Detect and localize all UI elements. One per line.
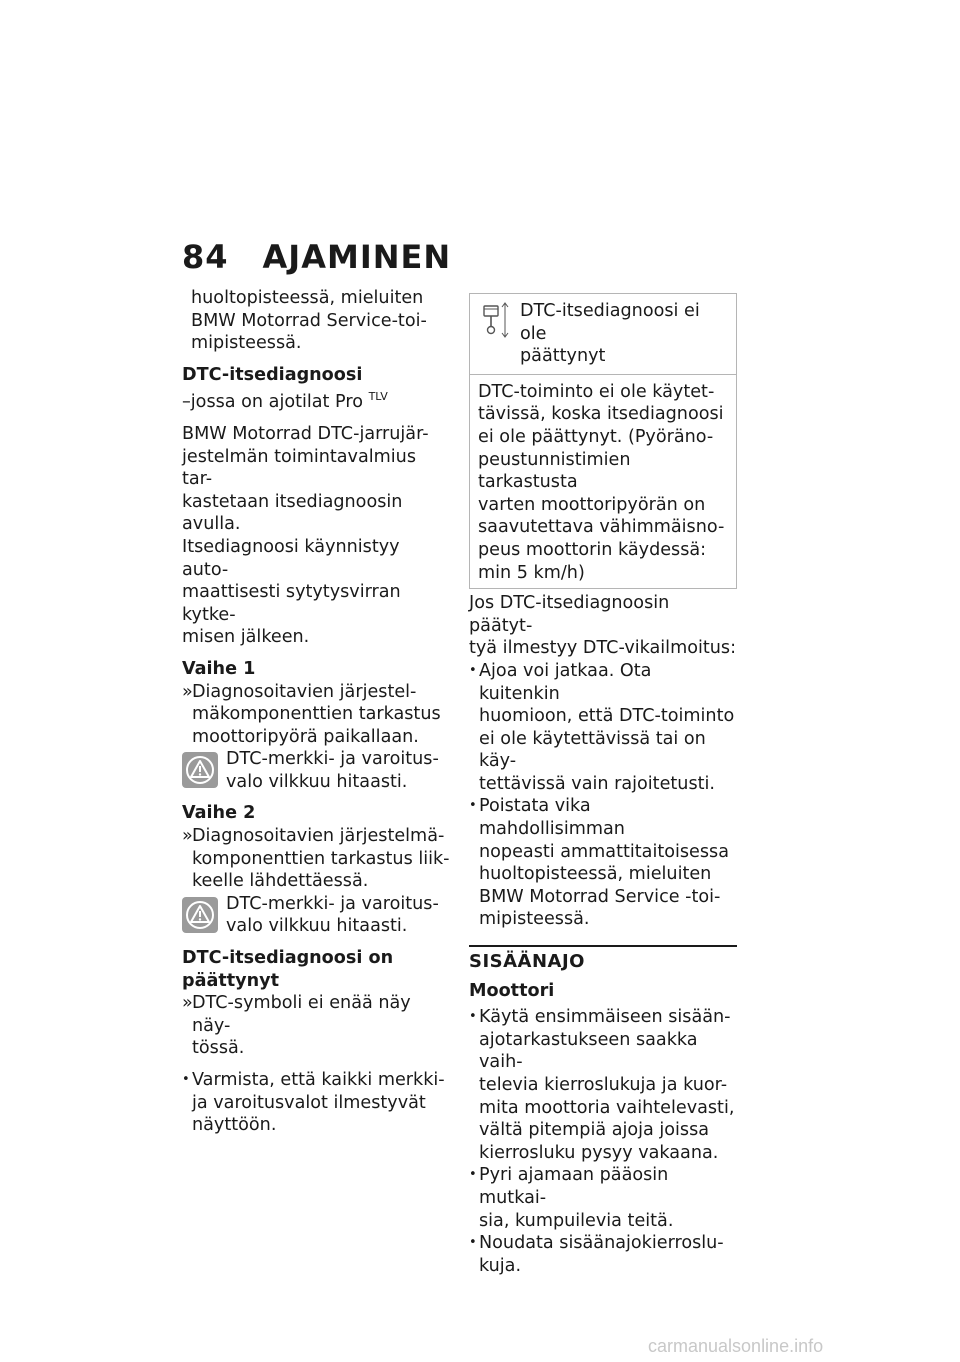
text-line: BMW Motorrad Service-toi- [191, 310, 427, 331]
warning-triangle-icon [182, 897, 218, 933]
piston-icon [480, 300, 512, 340]
bullet-marker: • [182, 1072, 190, 1087]
dtc-subheading: –jossa on ajotilat Pro $^{TLV}$ [182, 390, 388, 413]
dtc-heading: DTC-itsediagnoosi [182, 364, 363, 385]
sub-heading: Moottori [469, 980, 555, 1001]
mode-superscript: TLV [368, 390, 388, 404]
info-box [469, 293, 737, 589]
done-heading: DTC-itsediagnoosi on [182, 948, 394, 969]
done-heading-cont: päättynyt [182, 970, 280, 991]
breakin-bullet-roads: • Pyri ajamaan pääosin mutkai- sia, kumpuilevia teitä. [469, 1165, 674, 1231]
page-title: AJAMINEN [262, 238, 452, 276]
fault-bullet-repair: • Poistata vika mahdollisimman nopeasti ammattitaitoisessa huoltopisteessä, mieluiten BMW Motorrad Service -toi- mipisteessä. [469, 796, 729, 930]
text-line: mipisteessä. [191, 333, 302, 354]
text-line: huoltopisteessä, mieluiten [191, 288, 424, 308]
step2-heading: Vaihe 2 [182, 803, 256, 824]
arrow-marker: » [182, 826, 193, 847]
info-box-body: DTC-toiminto ei ole käytet- tävissä, koska itsediagnoosi ei ole päättynyt. (Pyöräno- peustunnistimien tarkastusta varten moottoripyörän on saavutettava vähimmäisno- peus moottorin käydessä: min 5 km/h) [478, 381, 725, 583]
intro-text [182, 287, 450, 355]
arrow-marker: » [182, 993, 193, 1014]
step1-heading: Vaihe 1 [182, 658, 256, 679]
left-column [182, 287, 450, 1137]
page-heading [182, 238, 451, 276]
bullet-marker: • [469, 1167, 477, 1183]
after-box-text: Jos DTC-itsediagnoosin päätyt- tyä ilmestyy DTC-vikailmoitus: [469, 593, 736, 659]
section-divider [469, 945, 737, 947]
breakin-bullet-limits: • Noudata sisäänajokierroslu- kuja. [469, 1233, 724, 1276]
bullet-marker: • [469, 1009, 477, 1025]
done-bullet: • Varmista, että kaikki merkki- ja varoitusvalot ilmestyvät näyttöön. [182, 1070, 445, 1136]
warning-triangle-icon [182, 752, 218, 788]
fault-bullet-continue: • Ajoa voi jatkaa. Ota kuitenkin huomioon, että DTC-toiminto ei ole käytettävissä tai on käy- tettävissä vain rajoitetusti. [469, 660, 735, 794]
step1-instruction: » Diagnosoitavien järjestel- mäkomponenttien tarkastus moottoripyörä paikallaan. [182, 681, 441, 747]
step1-warning: DTC-merkki- ja varoitus- valo vilkkuu hitaasti. [182, 748, 450, 793]
step2-warning: DTC-merkki- ja varoitus- valo vilkkuu hitaasti. [182, 893, 450, 938]
section-title: SISÄÄNAJO [469, 951, 585, 973]
bullet-marker: • [469, 662, 477, 678]
arrow-marker: » [182, 681, 193, 702]
done-instruction: » DTC-symboli ei enää näy näy- tössä. [182, 993, 411, 1059]
dtc-paragraph: BMW Motorrad DTC-jarrujär- jestelmän toimintavalmius tar- kastetaan itsediagnoosin avulla. Itsediagnoosi käynnistyy auto- maattisesti sytytysvirran kytke- misen jälkeen. [182, 423, 429, 648]
bullet-marker: • [469, 798, 477, 814]
info-box-header: DTC-itsediagnoosi ei ole päättynyt [470, 294, 736, 375]
watermark: carmanualsonline.info [648, 1336, 824, 1356]
right-column [469, 293, 737, 1277]
bullet-marker: • [469, 1235, 477, 1251]
page-number: 84 [182, 238, 229, 276]
step2-instruction: » Diagnosoitavien järjestelmä- komponenttien tarkastus liik- keelle lähdettäessä. [182, 826, 450, 892]
info-box-title: DTC-itsediagnoosi ei ole [520, 301, 700, 344]
breakin-bullet-rpm: • Käytä ensimmäiseen sisään- ajotarkastukseen saakka vaih- televia kierroslukuja ja kuor- mita moottoria vaihtelevasti, vältä pitempiä ajoja joissa kierrosluku pysyy vakaana. [469, 1007, 735, 1163]
